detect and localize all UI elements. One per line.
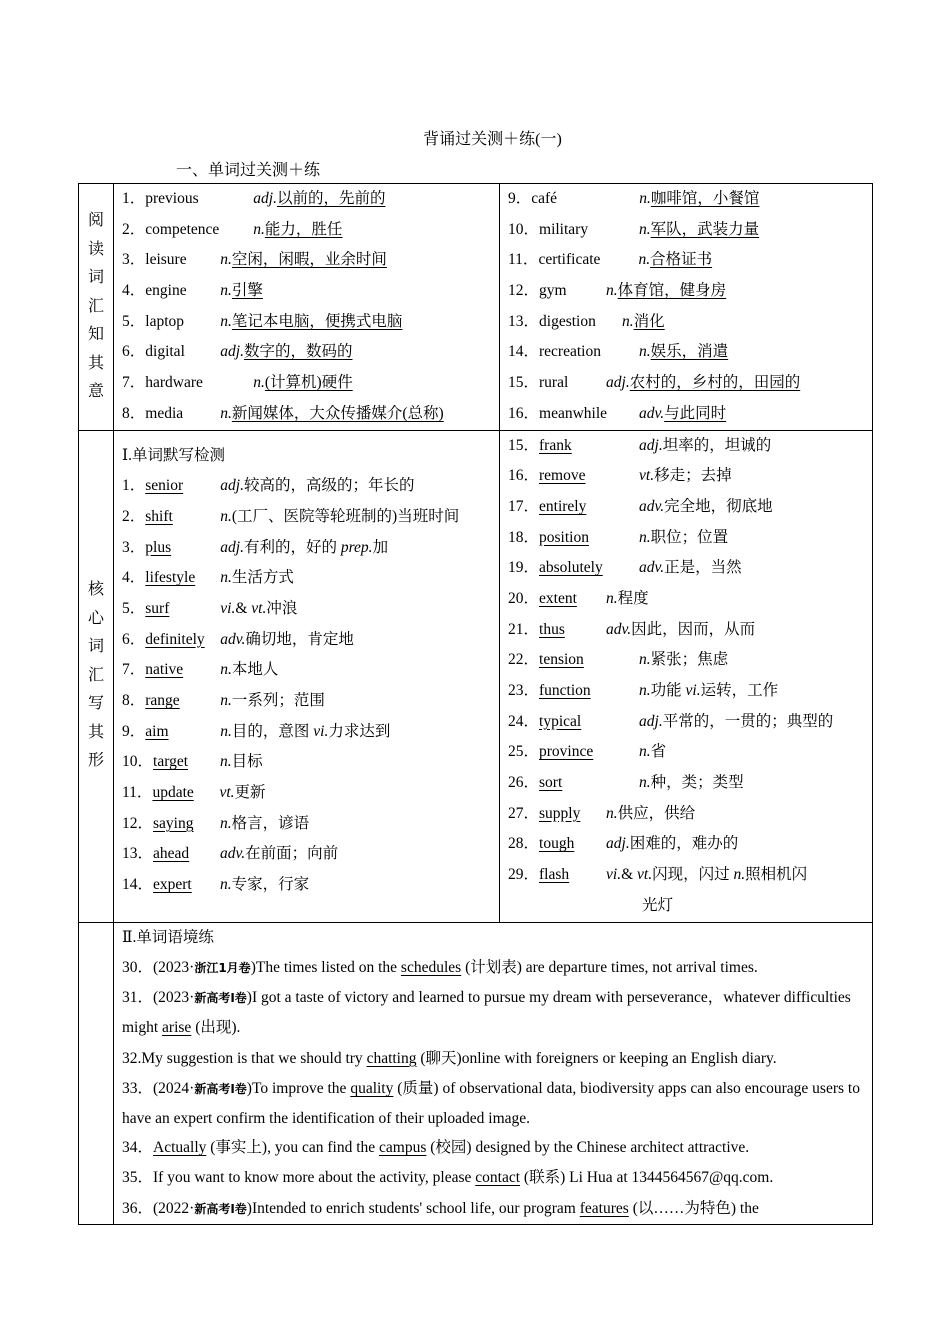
answer-word: typical <box>539 712 582 730</box>
item-number: 3． <box>122 538 146 556</box>
vocab-item <box>500 584 872 615</box>
item-number: 17． <box>508 497 540 515</box>
item-number: 8． <box>122 692 146 709</box>
vocab-item <box>114 655 499 686</box>
answer-word: remove <box>539 467 586 485</box>
vocab-item <box>114 839 499 870</box>
definition: 职位；位置 <box>650 528 729 546</box>
answer-word: lifestyle <box>145 569 196 587</box>
definition: & <box>235 599 252 617</box>
vocab-item <box>500 337 872 368</box>
part-of-speech: n. <box>220 404 232 422</box>
vocab-item <box>500 676 872 707</box>
answer-word: absolutely <box>539 559 603 577</box>
vocab-item <box>500 523 872 554</box>
dictation-heading: Ⅰ.单词默写检测 <box>122 446 225 464</box>
part-of-speech: n. <box>220 251 232 269</box>
item-number: 9． <box>508 190 532 207</box>
part-of-speech: adv. <box>606 620 632 638</box>
part-of-speech: n. <box>622 312 634 330</box>
item-number: 27． <box>508 804 540 822</box>
part-of-speech: n. <box>220 569 232 587</box>
vocab-word: digital <box>145 343 185 361</box>
vocab-item <box>114 276 499 307</box>
item-number: 12． <box>122 814 154 832</box>
vocab-word: digestion <box>539 312 596 330</box>
definition-3: 照相机闪 <box>745 866 808 884</box>
vocab-item <box>500 276 872 307</box>
definition: 目标 <box>231 753 263 771</box>
part-of-speech: n. <box>220 753 232 771</box>
part-of-speech: adj. <box>606 835 630 853</box>
item-number: 6． <box>122 630 146 648</box>
vocab-item <box>114 625 499 656</box>
vocab-item <box>114 471 499 502</box>
item-number: 19． <box>508 559 540 577</box>
item-number: 13． <box>122 845 154 863</box>
section-title: 一、单词过关测＋练 <box>176 162 321 179</box>
part-of-speech: n. <box>220 722 232 740</box>
part-of-speech: adv. <box>639 404 665 422</box>
item-number: 5． <box>122 599 146 617</box>
definition: 专家，行家 <box>231 876 310 894</box>
definition-continuation <box>500 891 872 922</box>
vocab-item <box>500 245 872 276</box>
vocab-item <box>114 809 499 840</box>
definition: 在前面；向前 <box>245 845 339 863</box>
sentence-30: 30．(2023·浙江1月卷)The times listed on the schedules (计划表) are departure times, not arrival times. <box>122 958 758 976</box>
definition: 本地人 <box>231 661 279 679</box>
definition: 坦率的，坦诚的 <box>662 436 772 454</box>
item-number: 29． <box>508 866 540 884</box>
definition: 军队，武装力量 <box>650 220 760 238</box>
reading-right-column <box>500 184 873 431</box>
item-number: 14． <box>508 343 540 361</box>
answer-word: supply <box>539 804 581 822</box>
item-number: 9． <box>122 722 146 740</box>
vocab-item <box>114 533 499 564</box>
part-of-speech: adj. <box>639 712 663 730</box>
part-of-speech-2: vt. <box>637 866 653 884</box>
vocab-word: café <box>531 190 558 207</box>
answer-word: saying <box>153 814 194 832</box>
definition: 娱乐，消遣 <box>650 343 729 361</box>
definition: 生活方式 <box>231 569 294 587</box>
vocab-item <box>114 717 499 748</box>
item-number: 13． <box>508 312 540 330</box>
item-number: 6． <box>122 343 146 361</box>
vocab-item <box>500 860 872 891</box>
part-of-speech: n. <box>220 282 232 300</box>
reading-vocab-label: 阅读词汇知其意 <box>79 184 114 431</box>
item-number: 8． <box>122 404 146 422</box>
item-number: 26． <box>508 774 540 792</box>
vocab-item <box>500 461 872 492</box>
definition: 紧张；焦虑 <box>650 651 729 669</box>
part-of-speech: n. <box>220 814 232 832</box>
item-number: 22． <box>508 651 540 669</box>
context-side-cell <box>79 922 114 1224</box>
part-of-speech: adj. <box>220 538 244 556</box>
sentence-34: 34．Actually (事实上), you can find the campus (校园) designed by the Chinese architect attractive. <box>122 1138 750 1156</box>
item-number: 2． <box>122 507 146 525</box>
answer-word: shift <box>145 507 173 525</box>
item-number: 1． <box>122 477 146 495</box>
definition: 以前的，先前的 <box>276 190 386 207</box>
answer-word: tension <box>539 651 584 669</box>
answer-word: thus <box>539 620 565 638</box>
definition: 能力，胜任 <box>264 220 343 238</box>
answer-word: update <box>152 784 194 802</box>
vocab-word: media <box>145 404 184 422</box>
definition-2: 加 <box>372 538 389 556</box>
item-number: 1． <box>122 190 146 207</box>
definition: 格言，谚语 <box>231 814 310 832</box>
answer-word: expert <box>153 876 192 894</box>
sentence-35: 35．If you want to know more about the activity, please contact (联系) Li Hua at 1344564567@qq.com. <box>122 1169 774 1187</box>
sentence-32: 32.My suggestion is that we should try chatting (聊天)online with foreigners or keeping an English diary. <box>122 1049 777 1067</box>
item-number: 16． <box>508 404 540 422</box>
part-of-speech: adv. <box>220 845 246 863</box>
vocab-item <box>500 615 872 646</box>
item-number: 21． <box>508 620 540 638</box>
vocab-item <box>500 431 872 462</box>
item-number: 10． <box>508 220 540 238</box>
definition: 笔记本电脑，便携式电脑 <box>231 312 403 330</box>
item-number: 25． <box>508 743 540 761</box>
part-of-speech: vt. <box>639 467 655 485</box>
part-of-speech: n. <box>220 507 232 525</box>
definition: 消化 <box>633 312 665 330</box>
definition: 更新 <box>234 784 266 802</box>
definition-2: 闪现，闪过 <box>652 866 730 884</box>
part-of-speech: adj. <box>639 436 663 454</box>
vocab-item <box>500 645 872 676</box>
part-of-speech: adv. <box>639 497 665 515</box>
part-of-speech: adj. <box>606 374 630 392</box>
part-of-speech-2: vt. <box>251 599 267 617</box>
definition: (工厂、医院等轮班制的)当班时间 <box>231 507 460 525</box>
answer-word: position <box>539 528 589 546</box>
item-number: 12． <box>508 282 540 300</box>
definition: 新闻媒体，大众传播媒介(总称) <box>231 404 444 422</box>
answer-word: frank <box>539 436 572 454</box>
vocab-item <box>114 502 499 533</box>
answer-word: target <box>153 753 189 771</box>
part-of-speech: n. <box>220 312 232 330</box>
part-of-speech: n. <box>639 774 651 792</box>
vocab-item <box>114 307 499 338</box>
answer-word: flash <box>539 866 570 884</box>
definition: 种，类；类型 <box>650 774 744 792</box>
vocab-item <box>114 747 499 778</box>
vocab-word: hardware <box>145 374 203 392</box>
part-of-speech: n. <box>253 220 265 238</box>
definition: 体育馆，健身房 <box>617 282 727 300</box>
vocab-item <box>500 215 872 246</box>
definition-2: 力求达到 <box>328 722 391 740</box>
part-of-speech: adv. <box>220 630 246 648</box>
vocab-word: laptop <box>145 312 185 330</box>
part-of-speech: n. <box>638 251 651 269</box>
vocab-item <box>500 184 872 215</box>
definition: 较高的，高级的；年长的 <box>243 477 415 495</box>
vocab-table <box>78 183 873 1225</box>
part-of-speech: n. <box>606 282 618 300</box>
part-of-speech-2: vi. <box>685 682 701 699</box>
vocab-item <box>114 870 499 901</box>
part-of-speech: vi. <box>606 866 622 884</box>
vocab-word: engine <box>145 282 187 300</box>
definition: 正是，当然 <box>664 559 742 577</box>
vocab-item <box>500 492 872 523</box>
vocab-item <box>500 829 872 860</box>
part-of-speech: n. <box>220 876 232 894</box>
vocab-item <box>114 686 499 717</box>
answer-word: extent <box>539 589 577 607</box>
part-of-speech: adj. <box>220 477 244 495</box>
vocab-item <box>114 399 499 430</box>
part-of-speech: n. <box>639 651 651 669</box>
part-of-speech: n. <box>639 743 651 761</box>
item-number: 20． <box>508 589 540 607</box>
vocab-item <box>114 563 499 594</box>
part-of-speech-2: prep. <box>340 538 373 556</box>
definition: 完全地，彻底地 <box>664 497 773 515</box>
definition: 数字的，数码的 <box>243 343 353 361</box>
item-number: 11． <box>508 251 539 269</box>
answer-word: entirely <box>539 497 587 515</box>
part-of-speech: n. <box>220 692 232 709</box>
vocab-item <box>114 368 499 399</box>
part-of-speech: n. <box>639 528 651 546</box>
part-of-speech: vt. <box>219 784 235 802</box>
item-number: 7． <box>122 661 146 679</box>
vocab-item <box>500 399 872 430</box>
answer-word: native <box>145 661 184 679</box>
item-number: 3． <box>122 251 146 269</box>
vocab-item <box>500 768 872 799</box>
item-number: 28． <box>508 835 540 853</box>
answer-word: senior <box>145 477 184 495</box>
definition: 目的，意图 <box>231 722 310 740</box>
definition: 引擎 <box>231 282 263 300</box>
context-heading: Ⅱ.单词语境练 <box>122 928 214 946</box>
definition: 空闲，闲暇，业余时间 <box>231 251 387 269</box>
vocab-word: meanwhile <box>539 404 608 422</box>
vocab-item <box>114 337 499 368</box>
item-number: 23． <box>508 682 540 699</box>
definition: 因此，因而，从而 <box>631 620 756 638</box>
definition: 咖啡馆，小餐馆 <box>650 190 760 207</box>
sentence-36: 36．(2022·新高考Ⅰ卷)Intended to enrich students' school life, our program features (以……为特色) the <box>122 1199 759 1217</box>
vocab-item <box>500 553 872 584</box>
item-number: 2． <box>122 220 146 238</box>
part-of-speech: n. <box>639 220 651 238</box>
part-of-speech: n. <box>253 374 265 392</box>
context-practice-cell <box>114 922 873 1224</box>
definition: 农村的，乡村的，田园的 <box>629 374 801 392</box>
definition: 功能 <box>650 682 682 699</box>
answer-word: plus <box>145 538 172 556</box>
item-number: 15． <box>508 374 540 392</box>
definition: 困难的，难办的 <box>629 835 739 853</box>
part-of-speech: n. <box>606 589 618 607</box>
definition: 与此同时 <box>664 404 727 422</box>
vocab-word: competence <box>145 220 220 238</box>
part-of-speech: n. <box>606 804 618 822</box>
vocab-item <box>114 594 499 625</box>
definition: 省 <box>650 743 667 761</box>
part-of-speech: n. <box>639 190 651 207</box>
item-number: 16． <box>508 467 540 485</box>
item-number: 10． <box>122 753 154 771</box>
answer-word: definitely <box>145 630 205 648</box>
definition-3-cont: 光灯 <box>642 896 674 914</box>
core-vocab-label: 核心词汇写其形 <box>79 430 114 922</box>
part-of-speech: n. <box>639 682 651 699</box>
item-number: 15． <box>508 436 540 454</box>
sentence-31: 31．(2023·新高考Ⅰ卷)I got a taste of victory and learned to pursue my dream with perseverance，whatever difficulties might arise (出现). <box>122 989 851 1037</box>
definition: 一系列；范围 <box>231 692 325 709</box>
vocab-item <box>114 215 499 246</box>
item-number: 14． <box>122 876 154 894</box>
item-number: 11． <box>122 784 153 802</box>
definition-2: 冲浪 <box>266 599 298 617</box>
item-number: 4． <box>122 282 146 300</box>
vocab-item <box>114 778 499 809</box>
vocab-word: gym <box>539 282 567 300</box>
vocab-item <box>500 307 872 338</box>
vocab-item <box>114 184 499 215</box>
part-of-speech: n. <box>220 661 232 679</box>
definition: 合格证书 <box>650 251 713 269</box>
part-of-speech: adj. <box>253 190 277 207</box>
definition: (计算机)硬件 <box>264 374 353 392</box>
definition: 移走；去掉 <box>654 467 732 485</box>
definition: 有利的，好的 <box>243 538 337 556</box>
item-number: 7． <box>122 374 146 392</box>
vocab-item <box>500 368 872 399</box>
sentence-33: 33．(2024·新高考Ⅰ卷)To improve the quality (质量) of observational data, biodiversity apps can also encourage users to have an expert confirm the identification of their uploaded image. <box>122 1079 860 1127</box>
definition: 确切地，肯定地 <box>245 630 354 648</box>
answer-word: tough <box>539 835 575 853</box>
definition: 平常的，一贯的；典型的 <box>662 712 834 730</box>
vocab-word: recreation <box>539 343 601 361</box>
core-left-column <box>114 430 500 922</box>
part-of-speech-2: vi. <box>313 722 329 740</box>
vocab-word: military <box>539 220 589 238</box>
definition-2: 运转，工作 <box>700 682 779 699</box>
vocab-item <box>500 737 872 768</box>
answer-word: sort <box>539 774 563 792</box>
vocab-item <box>114 245 499 276</box>
core-right-column <box>500 430 873 922</box>
item-number: 5． <box>122 312 146 330</box>
item-number: 18． <box>508 528 540 546</box>
answer-word: ahead <box>153 845 190 863</box>
item-number: 24． <box>508 712 540 730</box>
part-of-speech: n. <box>639 343 651 361</box>
reading-left-column <box>114 184 500 431</box>
answer-word: province <box>539 743 594 761</box>
item-number: 4． <box>122 569 146 587</box>
definition: 程度 <box>617 589 649 607</box>
vocab-item <box>500 799 872 830</box>
vocab-word: certificate <box>538 251 601 269</box>
part-of-speech: vi. <box>220 599 236 617</box>
part-of-speech: adv. <box>639 559 665 577</box>
answer-word: function <box>539 682 591 699</box>
definition: 供应，供给 <box>617 804 696 822</box>
part-of-speech-3: n. <box>733 866 746 884</box>
answer-word: surf <box>145 599 170 617</box>
vocab-item <box>500 707 872 738</box>
page-title: 背诵过关测＋练(一) <box>423 131 562 148</box>
vocab-word: rural <box>539 374 569 392</box>
vocab-word: previous <box>145 190 199 207</box>
part-of-speech: adj. <box>220 343 244 361</box>
answer-word: range <box>145 692 180 709</box>
answer-word: aim <box>145 722 169 740</box>
definition: & <box>621 866 638 884</box>
vocab-word: leisure <box>145 251 187 269</box>
